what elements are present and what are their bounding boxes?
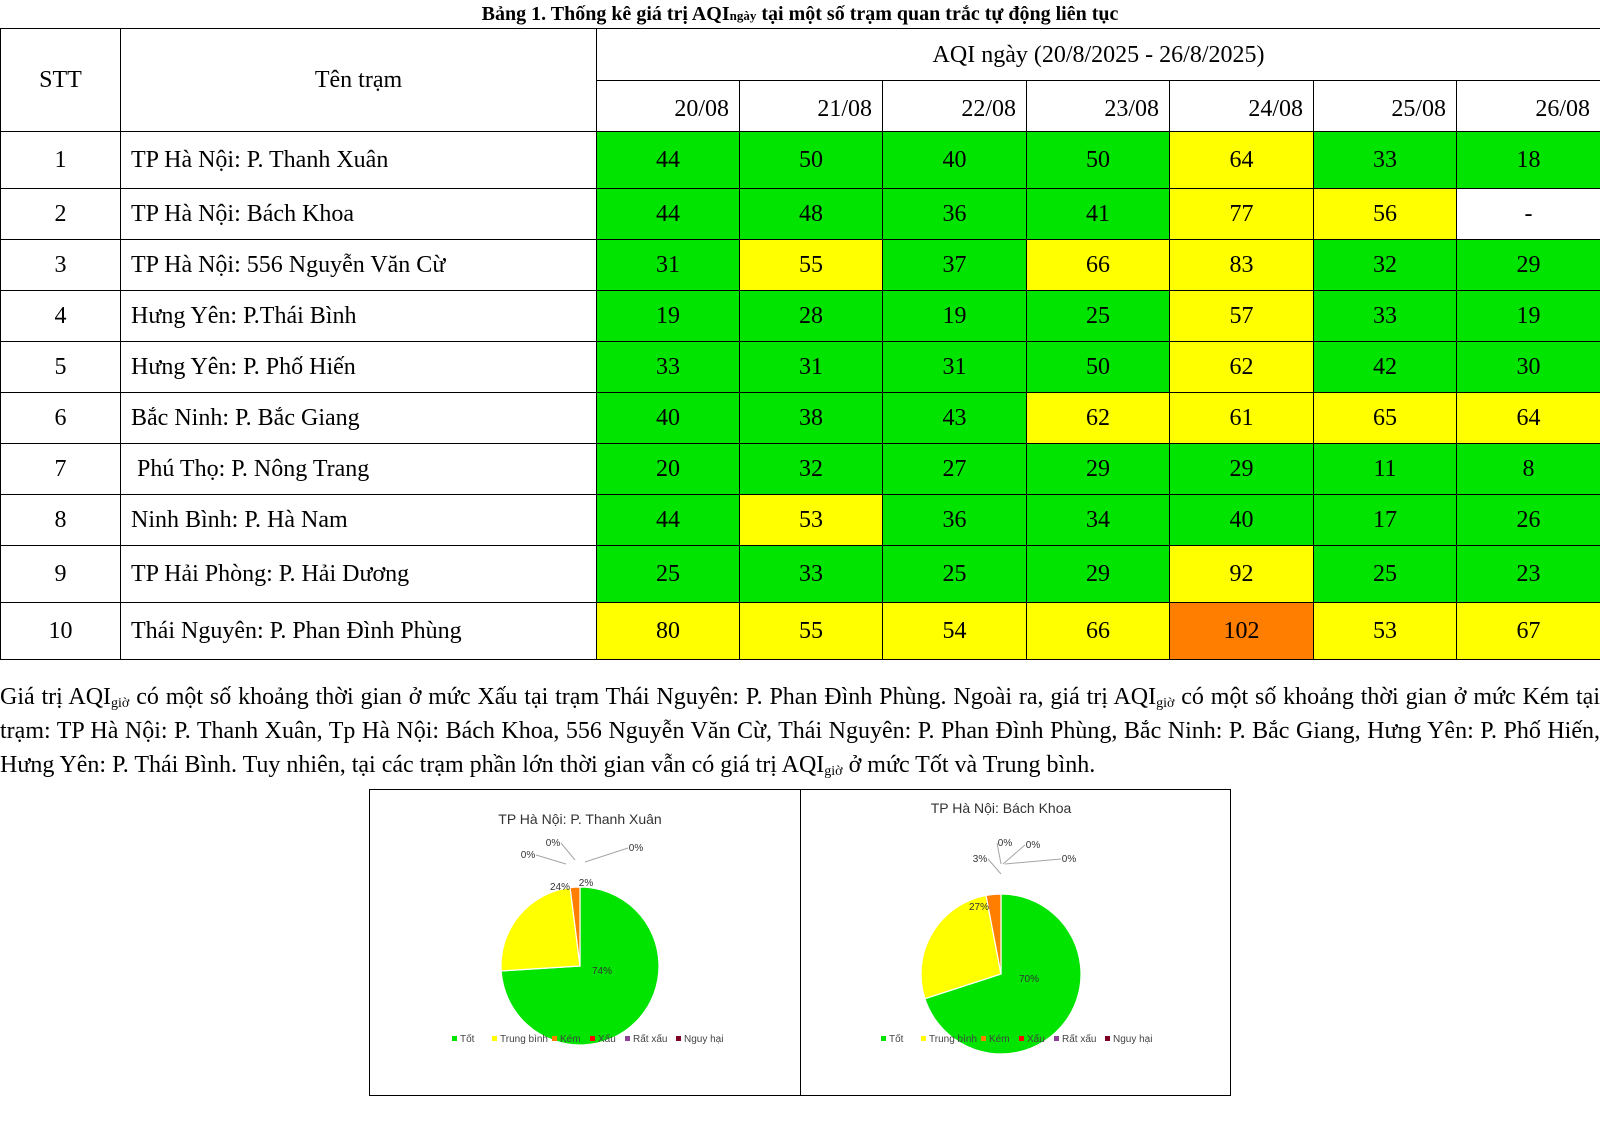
row-stt: 9 bbox=[1, 546, 121, 603]
legend-swatch bbox=[552, 1036, 557, 1041]
aqi-value-cell: 42 bbox=[1314, 342, 1457, 393]
data-label: 0% bbox=[1025, 840, 1040, 851]
aqi-value-cell: 25 bbox=[883, 546, 1027, 603]
legend-swatch bbox=[492, 1036, 497, 1041]
aqi-value-cell: 77 bbox=[1170, 189, 1314, 240]
legend-label: Kém bbox=[560, 1034, 581, 1045]
aqi-value-cell: 26 bbox=[1457, 495, 1600, 546]
header-date: 22/08 bbox=[883, 81, 1027, 132]
aqi-value-cell: 30 bbox=[1457, 342, 1600, 393]
para-text-2: có một số khoảng thời gian ở mức Xấu tại trạm Thái Nguyên: P. Phan Đình Phùng. Ngoài ra, giá trị AQI bbox=[129, 684, 1157, 710]
legend-label: Trung bình bbox=[500, 1034, 548, 1045]
chart-thanh-xuan bbox=[370, 790, 800, 1095]
aqi-value-cell: 8 bbox=[1457, 444, 1600, 495]
aqi-value-cell: 57 bbox=[1170, 291, 1314, 342]
header-date: 23/08 bbox=[1027, 81, 1170, 132]
caption-subscript: ngày bbox=[729, 8, 757, 23]
caption-prefix: Bảng 1. Thống kê giá trị AQI bbox=[481, 3, 730, 25]
chart-title: TP Hà Nội: P. Thanh Xuân bbox=[498, 811, 662, 827]
legend-swatch bbox=[981, 1036, 986, 1041]
para-text-1: Giá trị AQI bbox=[0, 684, 112, 710]
header-aqi-period: AQI ngày (20/8/2025 - 26/8/2025) bbox=[597, 29, 1600, 81]
aqi-value-cell: 41 bbox=[1027, 189, 1170, 240]
aqi-value-cell: 23 bbox=[1457, 546, 1600, 603]
table-row bbox=[1, 603, 1600, 660]
legend-label: Nguy hại bbox=[684, 1034, 724, 1045]
header-stt: STT bbox=[1, 29, 121, 132]
row-station-name: Hưng Yên: P.Thái Bình bbox=[121, 291, 597, 342]
aqi-value-cell: 34 bbox=[1027, 495, 1170, 546]
legend-label: Kém bbox=[988, 1034, 1010, 1045]
aqi-value-cell: 61 bbox=[1170, 393, 1314, 444]
legend-swatch bbox=[1054, 1036, 1059, 1041]
header-date: 26/08 bbox=[1457, 81, 1600, 132]
leader-line bbox=[536, 855, 566, 864]
aqi-value-cell: 62 bbox=[1027, 393, 1170, 444]
aqi-value-cell: 53 bbox=[740, 495, 883, 546]
aqi-value-cell: 33 bbox=[597, 342, 740, 393]
header-date: 25/08 bbox=[1314, 81, 1457, 132]
aqi-value-cell: 50 bbox=[740, 132, 883, 189]
leader-line bbox=[988, 859, 1001, 874]
table-row bbox=[1, 240, 1600, 291]
leader-line bbox=[1005, 859, 1061, 864]
aqi-value-cell: 32 bbox=[740, 444, 883, 495]
header-date: 20/08 bbox=[597, 81, 740, 132]
legend-swatch bbox=[1019, 1036, 1024, 1041]
aqi-value-cell: 40 bbox=[597, 393, 740, 444]
aqi-value-cell: 44 bbox=[597, 495, 740, 546]
row-station-name: Phú Thọ: P. Nông Trang bbox=[121, 444, 597, 495]
table-row bbox=[1, 132, 1600, 189]
aqi-value-cell: 31 bbox=[883, 342, 1027, 393]
aqi-value-cell: 55 bbox=[740, 240, 883, 291]
para-sub-3: giờ bbox=[824, 764, 843, 779]
para-text-3: có một số khoảng thời gian ở mức Kém tại trạm: TP Hà Nội: P. Thanh Xuân, Tp Hà Nội: Bách Khoa, 556 Nguyễn Văn Cừ, Thái Nguyên: P. Phan Đình Phùng, Bắc Ninh: P. Bắc Giang, Hưng Yên: P. Phố Hiến, Hưng Yên: P. Thái Bình. Tuy nhiên, tại các trạm phần lớn thời gian vẫn có giá trị AQI bbox=[0, 684, 1600, 778]
aqi-value-cell: 48 bbox=[740, 189, 883, 240]
aqi-value-cell: 29 bbox=[1170, 444, 1314, 495]
row-station-name: TP Hải Phòng: P. Hải Dương bbox=[121, 546, 597, 603]
aqi-value-cell: 19 bbox=[597, 291, 740, 342]
legend-label: Xấu bbox=[1026, 1034, 1045, 1045]
aqi-value-cell: 50 bbox=[1027, 342, 1170, 393]
aqi-value-cell: 66 bbox=[1027, 603, 1170, 660]
row-stt: 2 bbox=[1, 189, 121, 240]
chart-title: TP Hà Nội: Bách Khoa bbox=[930, 800, 1071, 816]
legend-swatch bbox=[1105, 1036, 1110, 1041]
para-sub-1: giờ bbox=[111, 696, 130, 711]
charts-container bbox=[369, 789, 1231, 1096]
aqi-value-cell: 55 bbox=[740, 603, 883, 660]
data-label: 0% bbox=[1061, 854, 1076, 865]
aqi-value-cell: 54 bbox=[883, 603, 1027, 660]
para-text-4: ở mức Tốt và Trung bình. bbox=[842, 752, 1096, 778]
row-station-name: TP Hà Nội: 556 Nguyễn Văn Cừ bbox=[121, 240, 597, 291]
leader-line bbox=[561, 843, 575, 860]
leader-line bbox=[585, 848, 628, 862]
aqi-value-cell: 28 bbox=[740, 291, 883, 342]
aqi-value-cell: 80 bbox=[597, 603, 740, 660]
aqi-value-cell: 50 bbox=[1027, 132, 1170, 189]
aqi-value-cell: 38 bbox=[740, 393, 883, 444]
row-stt: 3 bbox=[1, 240, 121, 291]
aqi-value-cell: 36 bbox=[883, 495, 1027, 546]
legend-label: Rất xấu bbox=[1061, 1034, 1096, 1045]
aqi-value-cell: 33 bbox=[1314, 291, 1457, 342]
row-station-name: Ninh Bình: P. Hà Nam bbox=[121, 495, 597, 546]
legend-swatch bbox=[921, 1036, 926, 1041]
row-station-name: TP Hà Nội: Bách Khoa bbox=[121, 189, 597, 240]
legend-swatch bbox=[881, 1036, 886, 1041]
aqi-value-cell: 31 bbox=[597, 240, 740, 291]
data-label: 0% bbox=[628, 843, 644, 854]
row-stt: 8 bbox=[1, 495, 121, 546]
chart-bach-khoa bbox=[800, 790, 1231, 1095]
aqi-table bbox=[0, 28, 1600, 660]
aqi-value-cell: 11 bbox=[1314, 444, 1457, 495]
aqi-value-cell: - bbox=[1457, 189, 1600, 240]
aqi-value-cell: 20 bbox=[597, 444, 740, 495]
legend-label: Nguy hại bbox=[1112, 1034, 1152, 1045]
row-stt: 10 bbox=[1, 603, 121, 660]
table-caption bbox=[0, 2, 1600, 28]
aqi-value-cell: 56 bbox=[1314, 189, 1457, 240]
legend-label: Trung bình bbox=[928, 1034, 977, 1045]
aqi-value-cell: 19 bbox=[883, 291, 1027, 342]
aqi-value-cell: 37 bbox=[883, 240, 1027, 291]
header-date: 24/08 bbox=[1170, 81, 1314, 132]
row-station-name: Hưng Yên: P. Phố Hiến bbox=[121, 342, 597, 393]
legend-swatch bbox=[452, 1036, 457, 1041]
aqi-value-cell: 53 bbox=[1314, 603, 1457, 660]
legend-swatch bbox=[625, 1036, 630, 1041]
aqi-value-cell: 17 bbox=[1314, 495, 1457, 546]
aqi-value-cell: 65 bbox=[1314, 393, 1457, 444]
aqi-value-cell: 40 bbox=[1170, 495, 1314, 546]
data-label: 70% bbox=[1018, 974, 1039, 985]
data-label: 3% bbox=[972, 854, 987, 865]
aqi-value-cell: 83 bbox=[1170, 240, 1314, 291]
row-station-name: Bắc Ninh: P. Bắc Giang bbox=[121, 393, 597, 444]
data-label: 2% bbox=[578, 878, 594, 889]
aqi-value-cell: 67 bbox=[1457, 603, 1600, 660]
aqi-value-cell: 29 bbox=[1457, 240, 1600, 291]
row-stt: 4 bbox=[1, 291, 121, 342]
row-stt: 7 bbox=[1, 444, 121, 495]
para-sub-2: giờ bbox=[1156, 696, 1175, 711]
aqi-value-cell: 33 bbox=[1314, 132, 1457, 189]
aqi-value-cell: 18 bbox=[1457, 132, 1600, 189]
aqi-value-cell: 32 bbox=[1314, 240, 1457, 291]
pie-chart-thanh-xuan bbox=[370, 790, 800, 1094]
aqi-value-cell: 25 bbox=[597, 546, 740, 603]
aqi-value-cell: 66 bbox=[1027, 240, 1170, 291]
aqi-value-cell: 62 bbox=[1170, 342, 1314, 393]
aqi-value-cell: 92 bbox=[1170, 546, 1314, 603]
aqi-value-cell: 29 bbox=[1027, 546, 1170, 603]
table-row bbox=[1, 393, 1600, 444]
aqi-value-cell: 40 bbox=[883, 132, 1027, 189]
legend-label: Xấu bbox=[598, 1034, 616, 1045]
legend-swatch bbox=[590, 1036, 595, 1041]
aqi-value-cell: 27 bbox=[883, 444, 1027, 495]
table-row bbox=[1, 546, 1600, 603]
pie-slice-trung-bình bbox=[501, 888, 580, 971]
aqi-value-cell: 19 bbox=[1457, 291, 1600, 342]
aqi-value-cell: 33 bbox=[740, 546, 883, 603]
aqi-value-cell: 29 bbox=[1027, 444, 1170, 495]
aqi-value-cell: 102 bbox=[1170, 603, 1314, 660]
aqi-value-cell: 25 bbox=[1027, 291, 1170, 342]
legend-label: Tốt bbox=[888, 1034, 903, 1045]
table-body bbox=[1, 132, 1600, 660]
legend-swatch bbox=[676, 1036, 681, 1041]
row-station-name: Thái Nguyên: P. Phan Đình Phùng bbox=[121, 603, 597, 660]
aqi-value-cell: 36 bbox=[883, 189, 1027, 240]
table-row bbox=[1, 291, 1600, 342]
data-label: 0% bbox=[520, 850, 536, 861]
row-stt: 6 bbox=[1, 393, 121, 444]
header-date: 21/08 bbox=[740, 81, 883, 132]
data-label: 74% bbox=[591, 966, 613, 977]
aqi-value-cell: 64 bbox=[1457, 393, 1600, 444]
data-label: 0% bbox=[997, 838, 1012, 849]
data-label: 27% bbox=[968, 902, 989, 913]
data-label: 0% bbox=[545, 838, 561, 849]
caption-suffix: tại một số trạm quan trắc tự động liên tục bbox=[756, 3, 1119, 25]
aqi-value-cell: 44 bbox=[597, 189, 740, 240]
legend-label: Tốt bbox=[460, 1034, 475, 1045]
pie-chart-bach-khoa bbox=[801, 790, 1231, 1094]
data-label: 24% bbox=[549, 882, 571, 893]
table-row bbox=[1, 342, 1600, 393]
row-station-name: TP Hà Nội: P. Thanh Xuân bbox=[121, 132, 597, 189]
aqi-value-cell: 31 bbox=[740, 342, 883, 393]
table-row bbox=[1, 189, 1600, 240]
aqi-value-cell: 44 bbox=[597, 132, 740, 189]
aqi-value-cell: 25 bbox=[1314, 546, 1457, 603]
header-station-name: Tên trạm bbox=[121, 29, 597, 132]
table-row bbox=[1, 495, 1600, 546]
legend-label: Rất xấu bbox=[633, 1034, 668, 1045]
summary-paragraph bbox=[0, 680, 1600, 782]
row-stt: 5 bbox=[1, 342, 121, 393]
table-row bbox=[1, 444, 1600, 495]
aqi-value-cell: 43 bbox=[883, 393, 1027, 444]
aqi-value-cell: 64 bbox=[1170, 132, 1314, 189]
row-stt: 1 bbox=[1, 132, 121, 189]
